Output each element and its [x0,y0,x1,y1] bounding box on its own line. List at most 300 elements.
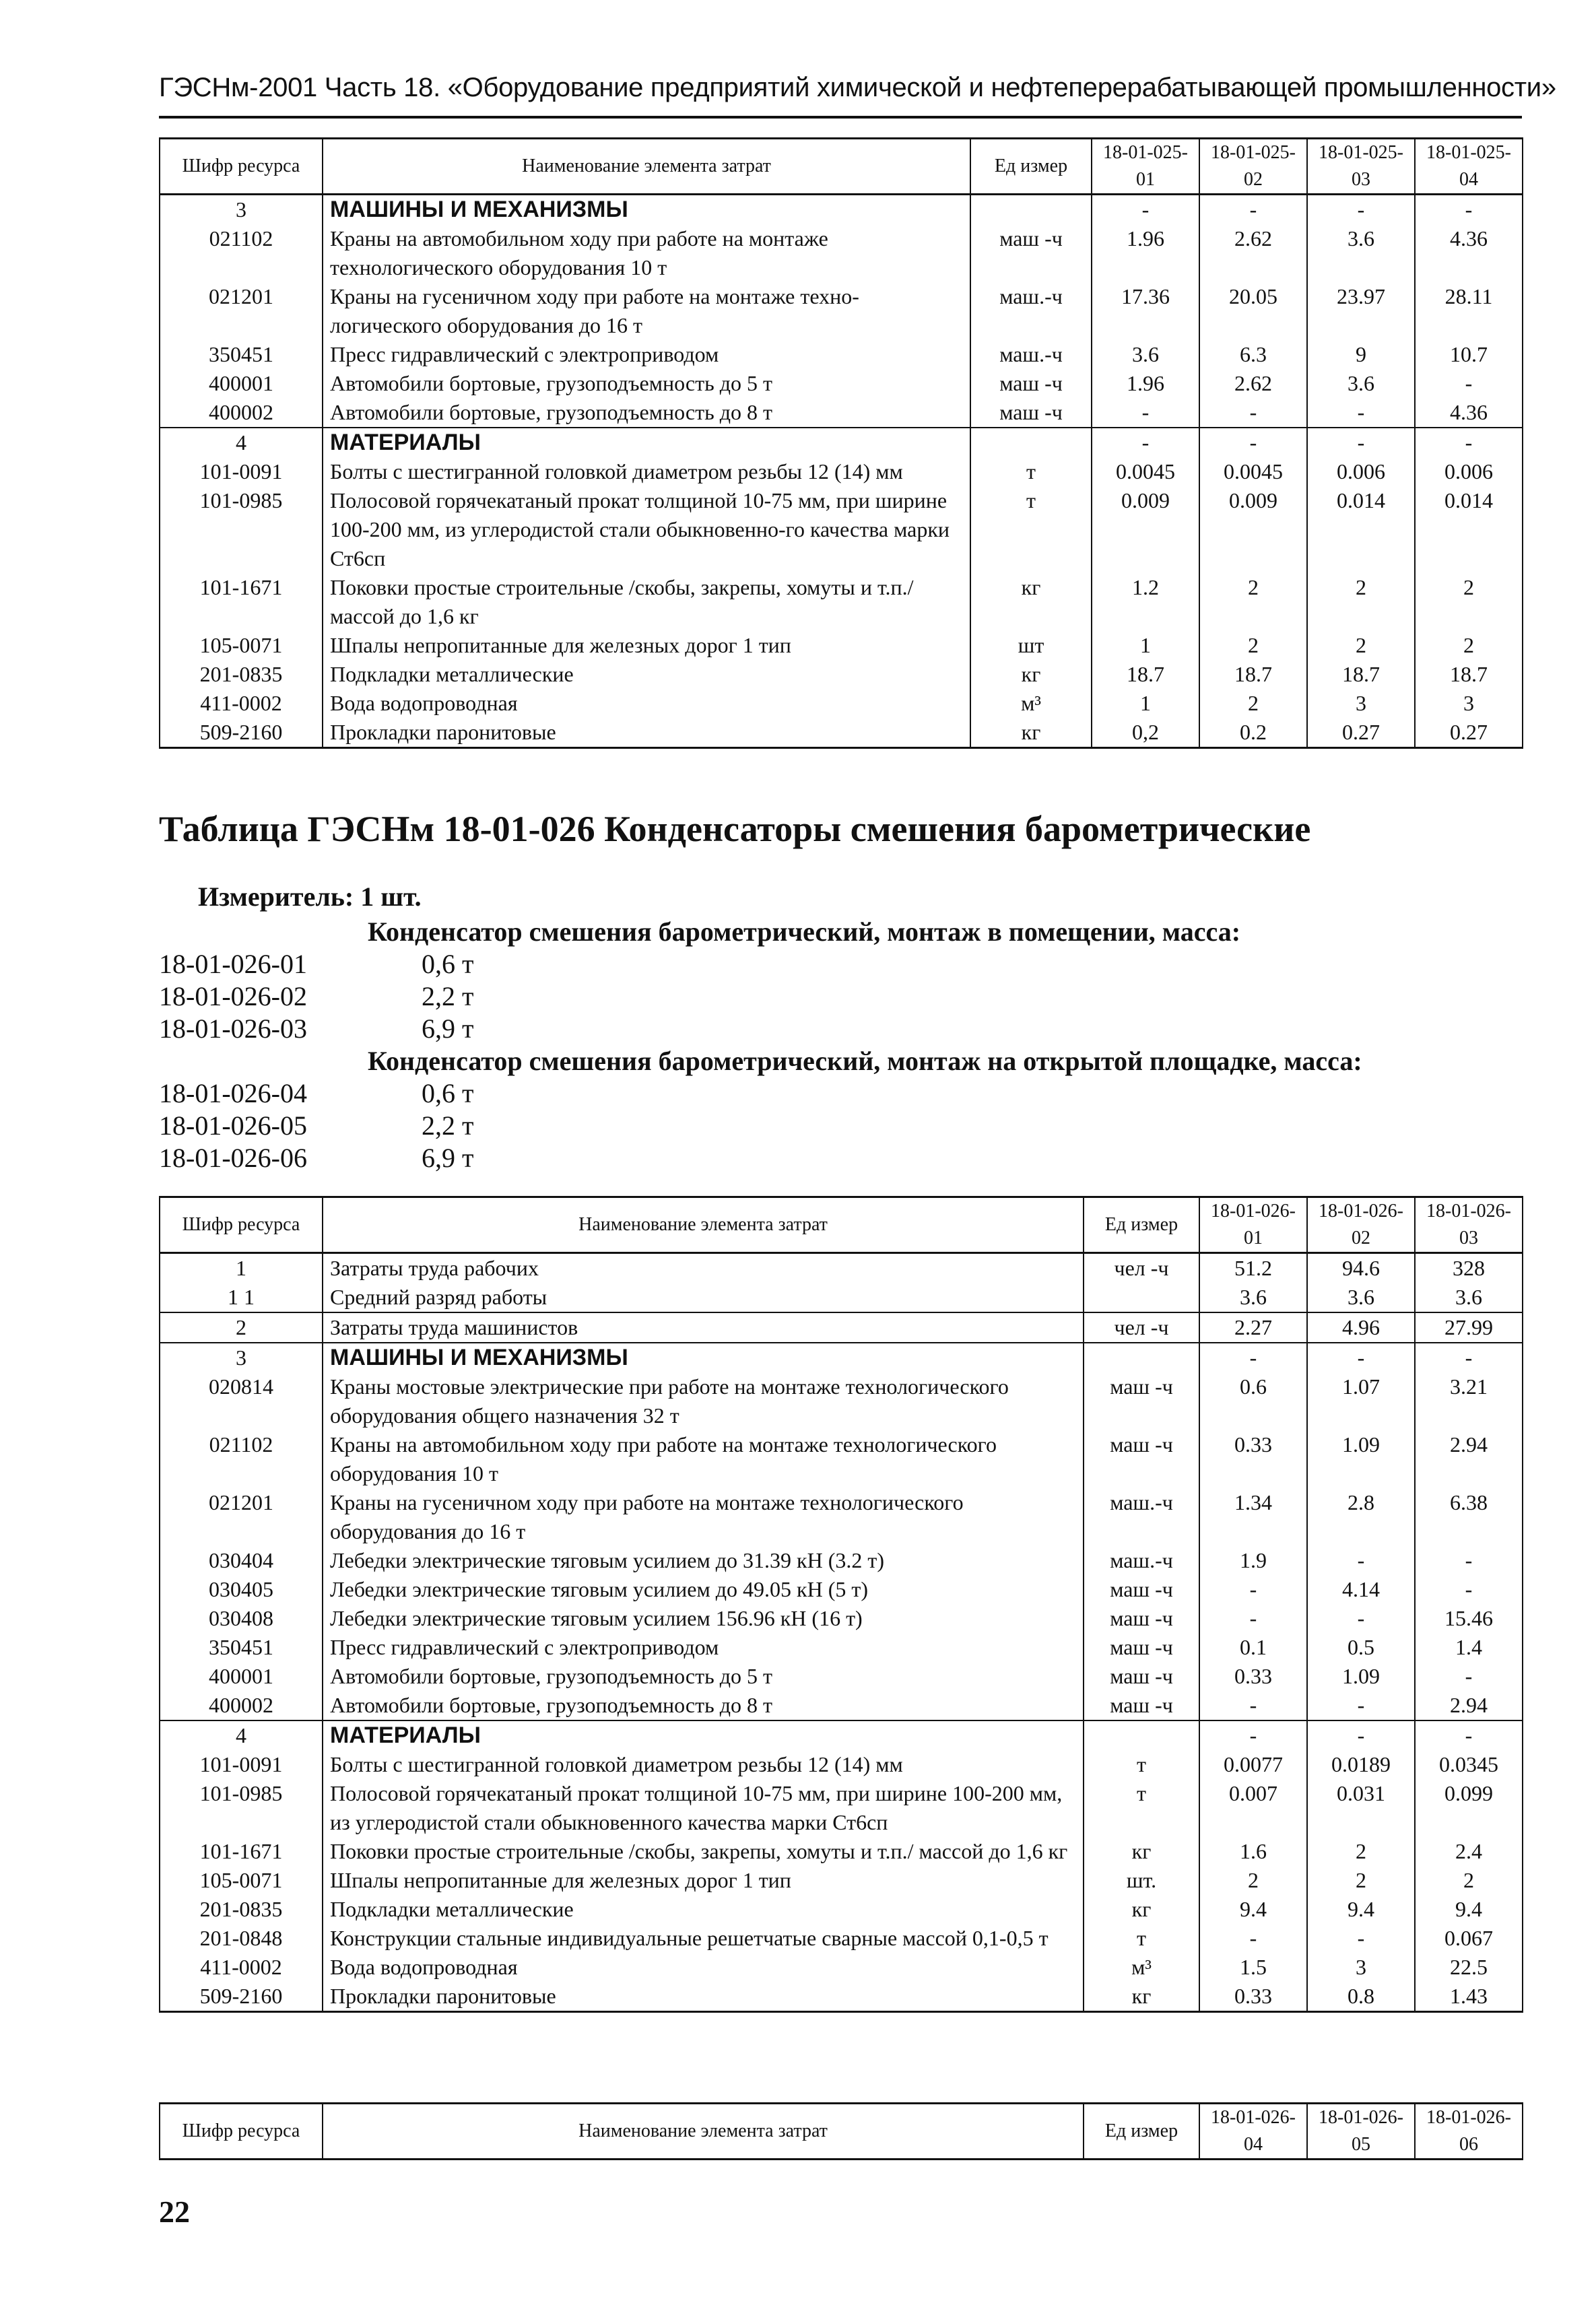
resource-name: МАТЕРИАЛЫ [323,428,970,457]
variant-group-heading: Конденсатор смешения барометрический, монтаж в помещении, масса: [368,916,1241,947]
resource-name: Краны на гусеничном ходу при работе на монтаже технологического оборудования до 16 т [323,1488,1084,1546]
table-row [160,457,1523,486]
resource-name: МАТЕРИАЛЫ [323,1720,1084,1750]
value-cell: 0.099 [1415,1779,1523,1837]
resource-name: Поковки простые строительные /скобы, закрепы, хомуты и т.п./ массой до 1,6 кг [323,573,970,631]
col-variant-header: 18-01-025-01 [1092,139,1199,195]
resource-name: МАШИНЫ И МЕХАНИЗМЫ [323,1343,1084,1372]
value-cell: 0.1 [1199,1633,1307,1662]
resource-name: Шпалы непропитанные для железных дорог 1 тип [323,631,970,660]
value-cell: 6.38 [1415,1488,1523,1546]
table-row [160,1604,1523,1633]
value-cell: 0.007 [1199,1779,1307,1837]
value-cell: 2.4 [1415,1837,1523,1866]
unit-cell: маш.-ч [1084,1488,1199,1546]
table-row [160,1372,1523,1430]
unit-cell: кг [1084,1837,1199,1866]
value-cell: - [1415,195,1523,225]
table-title: Таблица ГЭСНм 18-01-026 Конденсаторы смешения барометрические [159,809,1311,849]
value-cell: - [1307,1691,1415,1720]
value-cell: - [1199,428,1307,457]
value-cell: 3 [1307,1953,1415,1982]
variant-mass: 0,6 т [422,1078,474,1108]
value-cell: - [1415,428,1523,457]
resource-code: 350451 [160,340,323,369]
value-cell: 0.0077 [1199,1750,1307,1779]
unit-cell: маш -ч [1084,1575,1199,1604]
unit-cell: чел -ч [1084,1312,1199,1343]
resource-code: 020814 [160,1372,323,1430]
resource-code: 021201 [160,1488,323,1546]
unit-cell [1084,1343,1199,1372]
table-row [160,340,1523,369]
resource-code: 400001 [160,369,323,398]
col-unit-header: Ед измер [970,139,1092,195]
resource-name: Шпалы непропитанные для железных дорог 1 тип [323,1866,1084,1895]
resource-name: Поковки простые строительные /скобы, закрепы, хомуты и т.п./ массой до 1,6 кг [323,1837,1084,1866]
unit-cell: маш -ч [1084,1372,1199,1430]
value-cell: 3 [1415,689,1523,718]
table-row [160,1750,1523,1779]
resource-code: 201-0835 [160,660,323,689]
table-row [160,1662,1523,1691]
col-variant-header: 18-01-025-04 [1415,139,1523,195]
value-cell: 0.0045 [1092,457,1199,486]
value-cell: 1.07 [1307,1372,1415,1430]
unit-cell: чел -ч [1084,1253,1199,1283]
value-cell: 1.2 [1092,573,1199,631]
table-row [160,1633,1523,1662]
value-cell: 0.8 [1307,1982,1415,2012]
unit-cell [1084,1720,1199,1750]
unit-cell: маш.-ч [1084,1546,1199,1575]
col-variant-header: 18-01-026-02 [1307,1197,1415,1253]
unit-cell: маш.-ч [970,340,1092,369]
resource-name: Затраты труда рабочих [323,1253,1084,1283]
resource-code: 101-0985 [160,486,323,573]
unit-cell: маш -ч [970,224,1092,282]
variant-mass: 6,9 т [422,1013,474,1044]
value-cell: 2.94 [1415,1691,1523,1720]
table-row [160,1982,1523,2012]
unit-cell: шт [970,631,1092,660]
value-cell: - [1199,1924,1307,1953]
resource-code: 201-0848 [160,1924,323,1953]
resource-code: 101-0091 [160,457,323,486]
value-cell: - [1092,398,1199,428]
value-cell: - [1199,1604,1307,1633]
value-cell: 17.36 [1092,282,1199,340]
variant-group-heading: Конденсатор смешения барометрический, монтаж на открытой площадке, масса: [368,1046,1362,1076]
value-cell: - [1092,195,1199,225]
resource-code: 411-0002 [160,689,323,718]
value-cell: 18.7 [1199,660,1307,689]
value-cell: 0.031 [1307,1779,1415,1837]
unit-cell: кг [1084,1982,1199,2012]
value-cell: 1.4 [1415,1633,1523,1662]
table-row [160,1953,1523,1982]
table-row [160,282,1523,340]
value-cell: - [1415,1546,1523,1575]
value-cell: 2 [1415,1866,1523,1895]
value-cell: 0.27 [1415,718,1523,748]
resource-code: 350451 [160,1633,323,1662]
resource-code: 400002 [160,1691,323,1720]
variant-mass: 2,2 т [422,981,474,1011]
value-cell: 3.6 [1307,1283,1415,1312]
resource-code: 1 1 [160,1283,323,1312]
value-cell: 2 [1415,631,1523,660]
resource-name: Лебедки электрические тяговым усилием до 31.39 кН (3.2 т) [323,1546,1084,1575]
value-cell: 1.09 [1307,1662,1415,1691]
variant-code: 18-01-026-01 [159,949,307,979]
table-row [160,718,1523,748]
table-row [160,1253,1523,1283]
value-cell: 0.014 [1307,486,1415,573]
table-row [160,1691,1523,1720]
value-cell: 3.21 [1415,1372,1523,1430]
value-cell: - [1415,1720,1523,1750]
table-row [160,660,1523,689]
value-cell: - [1199,398,1307,428]
value-cell: 0.067 [1415,1924,1523,1953]
value-cell: 1.96 [1092,224,1199,282]
value-cell: 2 [1199,689,1307,718]
resource-code: 030404 [160,1546,323,1575]
resource-name: Автомобили бортовые, грузоподъемность до 8 т [323,398,970,428]
value-cell: 18.7 [1092,660,1199,689]
table-row [160,369,1523,398]
col-variant-header: 18-01-025-03 [1307,139,1415,195]
table-row [160,1779,1523,1837]
table-row [160,1488,1523,1546]
value-cell: 1.09 [1307,1430,1415,1488]
col-variant-header: 18-01-026-06 [1415,2104,1523,2160]
value-cell: - [1307,398,1415,428]
value-cell: 0.27 [1307,718,1415,748]
resource-name: Затраты труда машинистов [323,1312,1084,1343]
table-row [160,1312,1523,1343]
variant-code: 18-01-026-04 [159,1078,307,1108]
unit-cell: кг [970,573,1092,631]
resource-code: 411-0002 [160,1953,323,1982]
resource-name: Краны мостовые электрические при работе на монтаже технологического оборудования общего назначения 32 т [323,1372,1084,1430]
unit-cell: м³ [970,689,1092,718]
value-cell: - [1307,1343,1415,1372]
section-row [160,1720,1523,1750]
value-cell: 1 [1092,631,1199,660]
resource-name: Краны на гусеничном ходу при работе на монтаже техно-логического оборудования до 16 т [323,282,970,340]
value-cell: 2 [1199,631,1307,660]
resource-code: 400002 [160,398,323,428]
col-variant-header: 18-01-026-03 [1415,1197,1523,1253]
resource-name: Автомобили бортовые, грузоподъемность до 5 т [323,369,970,398]
value-cell: 27.99 [1415,1312,1523,1343]
value-cell: 1.9 [1199,1546,1307,1575]
table-row [160,1895,1523,1924]
unit-cell [970,195,1092,225]
resource-name: Автомобили бортовые, грузоподъемность до 8 т [323,1691,1084,1720]
unit-cell: т [1084,1750,1199,1779]
value-cell: 0.5 [1307,1633,1415,1662]
value-cell: 3.6 [1092,340,1199,369]
value-cell: 18.7 [1307,660,1415,689]
variant-code: 18-01-026-05 [159,1110,307,1141]
resource-code: 3 [160,1343,323,1372]
value-cell: 0.0345 [1415,1750,1523,1779]
value-cell: 2 [1199,1866,1307,1895]
resource-code: 030405 [160,1575,323,1604]
value-cell: 2.62 [1199,369,1307,398]
value-cell: - [1307,428,1415,457]
value-cell: 3.6 [1415,1283,1523,1312]
resource-code: 105-0071 [160,1866,323,1895]
value-cell: 2 [1307,573,1415,631]
value-cell: - [1092,428,1199,457]
value-cell: 20.05 [1199,282,1307,340]
value-cell: - [1307,195,1415,225]
resource-code: 4 [160,1720,323,1750]
resource-code: 021102 [160,1430,323,1488]
value-cell: 23.97 [1307,282,1415,340]
resource-name: МАШИНЫ И МЕХАНИЗМЫ [323,195,970,225]
unit-cell: маш.-ч [970,282,1092,340]
value-cell: - [1199,1691,1307,1720]
variant-mass: 2,2 т [422,1110,474,1141]
resource-code: 1 [160,1253,323,1283]
resource-name: Вода водопроводная [323,1953,1084,1982]
variant-code: 18-01-026-03 [159,1013,307,1044]
value-cell: 2 [1415,573,1523,631]
resource-code: 201-0835 [160,1895,323,1924]
resource-name: Краны на автомобильном ходу при работе на монтаже технологического оборудования 10 т [323,224,970,282]
value-cell: 1 [1092,689,1199,718]
resource-code: 4 [160,428,323,457]
table-row [160,631,1523,660]
value-cell: 22.5 [1415,1953,1523,1982]
value-cell: 0.33 [1199,1430,1307,1488]
unit-cell: маш -ч [1084,1691,1199,1720]
resource-table-026-continued [159,2102,1523,2160]
col-variant-header: 18-01-026-01 [1199,1197,1307,1253]
value-cell: 0.33 [1199,1982,1307,2012]
running-header: ГЭСНм-2001 Часть 18. «Оборудование предприятий химической и нефтеперерабатывающей промышленности» [159,73,1556,102]
value-cell: 15.46 [1415,1604,1523,1633]
value-cell: - [1199,1575,1307,1604]
value-cell: 1.6 [1199,1837,1307,1866]
resource-name: Болты с шестигранной головкой диаметром резьбы 12 (14) мм [323,1750,1084,1779]
resource-code: 101-0091 [160,1750,323,1779]
value-cell: - [1199,1343,1307,1372]
unit-cell: м³ [1084,1953,1199,1982]
value-cell: 0.0189 [1307,1750,1415,1779]
value-cell: 9 [1307,340,1415,369]
value-cell: - [1415,369,1523,398]
resource-table-025 [159,137,1523,749]
table-row [160,1837,1523,1866]
resource-name: Прокладки паронитовые [323,718,970,748]
resource-table-026 [159,1196,1523,2013]
table-row [160,1430,1523,1488]
col-unit-header: Ед измер [1084,2104,1199,2160]
value-cell: 9.4 [1199,1895,1307,1924]
value-cell: 2 [1307,1866,1415,1895]
value-cell: 0.6 [1199,1372,1307,1430]
table-row [160,1924,1523,1953]
page-number: 22 [159,2195,190,2229]
resource-name: Средний разряд работы [323,1283,1084,1312]
resource-code: 101-1671 [160,1837,323,1866]
value-cell: - [1415,1343,1523,1372]
col-name-header: Наименование элемента затрат [323,1197,1084,1253]
table-row [160,1546,1523,1575]
value-cell: 4.36 [1415,398,1523,428]
unit-cell: т [970,457,1092,486]
value-cell: 4.36 [1415,224,1523,282]
col-code-header: Шифр ресурса [160,2104,323,2160]
resource-name: Краны на автомобильном ходу при работе на монтаже технологического оборудования 10 т [323,1430,1084,1488]
value-cell: 6.3 [1199,340,1307,369]
unit-cell: маш -ч [1084,1662,1199,1691]
value-cell: 3 [1307,689,1415,718]
value-cell: 0.009 [1092,486,1199,573]
value-cell: - [1307,1604,1415,1633]
header-rule [159,116,1522,119]
resource-name: Лебедки электрические тяговым усилием до 49.05 кН (5 т) [323,1575,1084,1604]
unit-cell: т [970,486,1092,573]
col-code-header: Шифр ресурса [160,1197,323,1253]
col-unit-header: Ед измер [1084,1197,1199,1253]
unit-cell: т [1084,1924,1199,1953]
col-variant-header: 18-01-025-02 [1199,139,1307,195]
resource-name: Пресс гидравлический с электроприводом [323,1633,1084,1662]
value-cell: - [1199,1720,1307,1750]
resource-code: 3 [160,195,323,225]
value-cell: 2.62 [1199,224,1307,282]
unit-cell: маш -ч [1084,1633,1199,1662]
resource-name: Подкладки металлические [323,660,970,689]
unit-cell [1084,1283,1199,1312]
value-cell: 4.14 [1307,1575,1415,1604]
value-cell: 328 [1415,1253,1523,1283]
resource-code: 021102 [160,224,323,282]
unit-cell: маш -ч [1084,1430,1199,1488]
col-name-header: Наименование элемента затрат [323,139,970,195]
table-header-row [160,1197,1523,1253]
value-cell: 10.7 [1415,340,1523,369]
table-row [160,398,1523,428]
value-cell: 0.0045 [1199,457,1307,486]
resource-name: Полосовой горячекатаный прокат толщиной 10-75 мм, при ширине 100-200 мм, из углеродистой стали обыкновенного качества марки Ст6сп [323,1779,1084,1837]
table-body [160,195,1523,748]
value-cell: 3.6 [1307,369,1415,398]
resource-name: Автомобили бортовые, грузоподъемность до 5 т [323,1662,1084,1691]
value-cell: 0.014 [1415,486,1523,573]
unit-cell: маш -ч [970,369,1092,398]
variant-mass: 6,9 т [422,1143,474,1173]
table-row [160,689,1523,718]
value-cell: 18.7 [1415,660,1523,689]
unit-cell [970,428,1092,457]
section-row [160,195,1523,225]
table-row [160,1575,1523,1604]
unit-cell: кг [970,660,1092,689]
table-row [160,1283,1523,1312]
value-cell: 51.2 [1199,1253,1307,1283]
table-header-row [160,139,1523,195]
value-cell: - [1307,1546,1415,1575]
value-cell: 0,2 [1092,718,1199,748]
resource-code: 509-2160 [160,718,323,748]
col-variant-header: 18-01-026-04 [1199,2104,1307,2160]
table-row [160,224,1523,282]
value-cell: - [1307,1924,1415,1953]
measure-unit: Измеритель: 1 шт. [198,881,422,912]
resource-name: Пресс гидравлический с электроприводом [323,340,970,369]
section-row [160,428,1523,457]
unit-cell: шт. [1084,1866,1199,1895]
resource-name: Полосовой горячекатаный прокат толщиной 10-75 мм, при ширине 100-200 мм, из углеродистой стали обыкновенно-го качества марки Ст6сп [323,486,970,573]
value-cell: 0.006 [1307,457,1415,486]
value-cell: 9.4 [1307,1895,1415,1924]
col-name-header: Наименование элемента затрат [323,2104,1084,2160]
resource-code: 101-0985 [160,1779,323,1837]
variant-code: 18-01-026-06 [159,1143,307,1173]
value-cell: 2 [1307,1837,1415,1866]
resource-code: 021201 [160,282,323,340]
table-row [160,573,1523,631]
resource-name: Болты с шестигранной головкой диаметром резьбы 12 (14) мм [323,457,970,486]
resource-name: Подкладки металлические [323,1895,1084,1924]
variant-mass: 0,6 т [422,949,474,979]
value-cell: 94.6 [1307,1253,1415,1283]
value-cell: - [1199,195,1307,225]
unit-cell: кг [1084,1895,1199,1924]
value-cell: 1.5 [1199,1953,1307,1982]
value-cell: - [1415,1575,1523,1604]
value-cell: 2.94 [1415,1430,1523,1488]
resource-code: 105-0071 [160,631,323,660]
unit-cell: маш -ч [970,398,1092,428]
value-cell: 3.6 [1199,1283,1307,1312]
value-cell: - [1307,1720,1415,1750]
value-cell: 2.8 [1307,1488,1415,1546]
value-cell: 0.2 [1199,718,1307,748]
section-row [160,1343,1523,1372]
value-cell: 1.96 [1092,369,1199,398]
value-cell: 1.43 [1415,1982,1523,2012]
col-variant-header: 18-01-026-05 [1307,2104,1415,2160]
value-cell: 0.33 [1199,1662,1307,1691]
value-cell: 2 [1307,631,1415,660]
value-cell: 28.11 [1415,282,1523,340]
resource-code: 101-1671 [160,573,323,631]
value-cell: 9.4 [1415,1895,1523,1924]
resource-code: 030408 [160,1604,323,1633]
value-cell: 2 [1199,573,1307,631]
table-row [160,486,1523,573]
value-cell: 3.6 [1307,224,1415,282]
value-cell: 2.27 [1199,1312,1307,1343]
resource-code: 509-2160 [160,1982,323,2012]
resource-code: 2 [160,1312,323,1343]
value-cell: - [1415,1662,1523,1691]
unit-cell: маш -ч [1084,1604,1199,1633]
table-body [160,1253,1523,2012]
value-cell: 0.006 [1415,457,1523,486]
resource-name: Лебедки электрические тяговым усилием 156.96 кН (16 т) [323,1604,1084,1633]
resource-name: Прокладки паронитовые [323,1982,1084,2012]
